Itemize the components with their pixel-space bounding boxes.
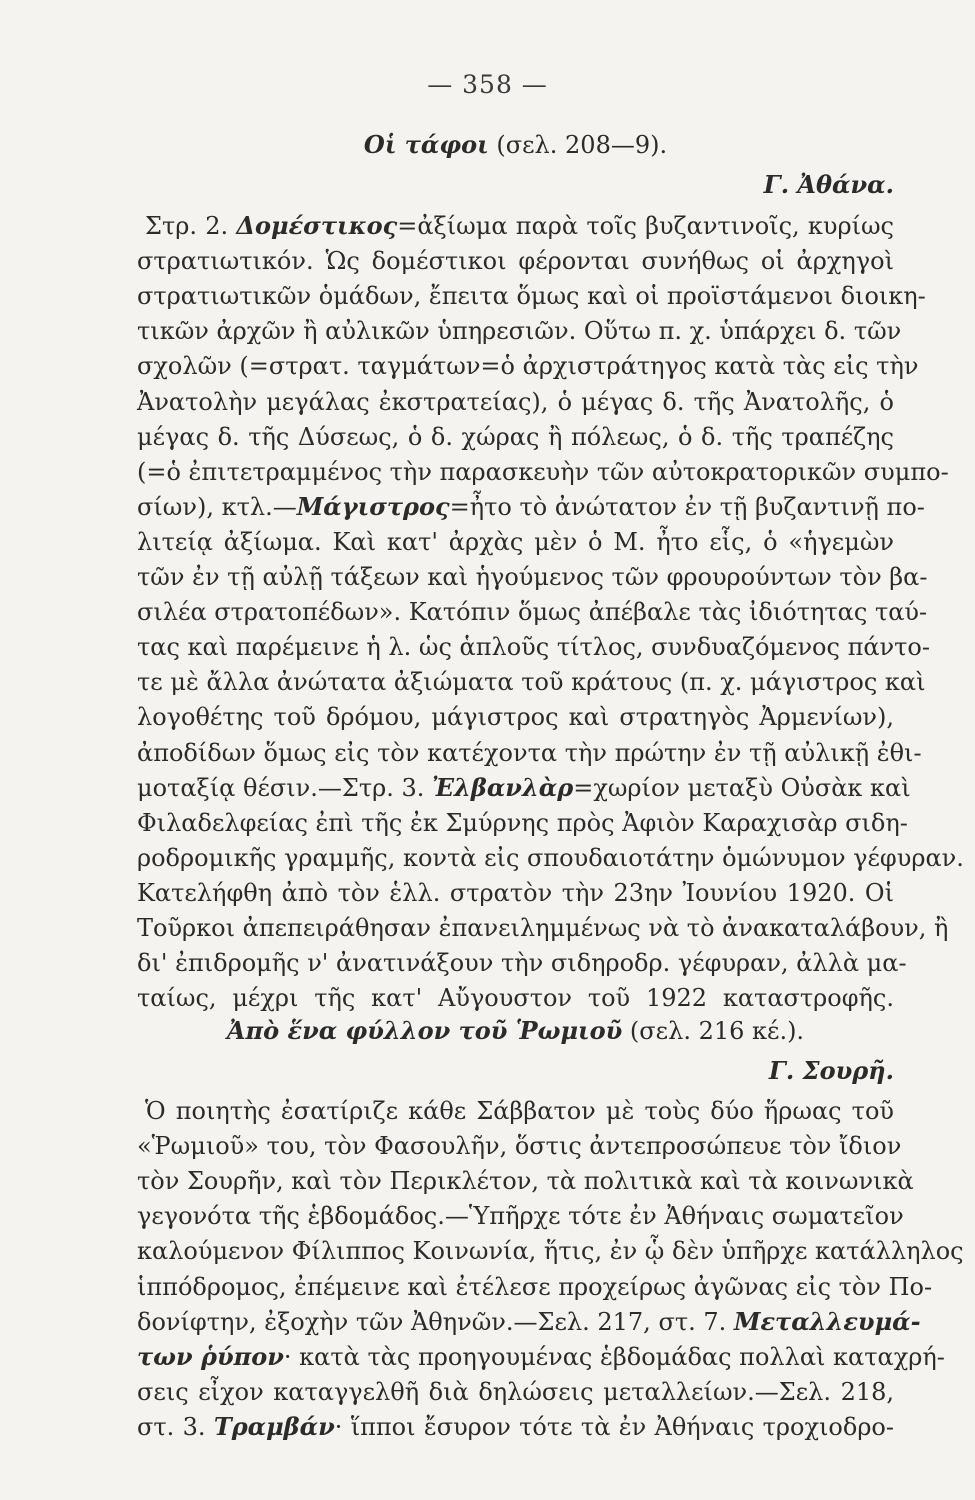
text-line: Κατελήφθη ἀπὸ τὸν ἑλλ. στρατὸν τὴν 23ην Ἰουνίου 1920. Οἱ (137, 878, 894, 907)
term: Τραμβάν (213, 1411, 335, 1441)
section-heading-romios (137, 1014, 894, 1048)
section-heading-tombs (137, 128, 894, 162)
text-run: · ἵπποι ἔσυρον τότε τὰ ἐν Ἀθήναις τροχιοδρο- (334, 1412, 894, 1441)
text-run: =ἦτο τὸ ἀνώτατον ἐν τῇ βυζαντινῇ πο- (449, 492, 925, 521)
text-run: μοταξίᾳ θέσιν.—Στρ. 3. (137, 773, 433, 802)
text-line: στρατιωτικῶν ὁμάδων, ἔπειτα ὅμως καὶ οἱ προϊστάμενοι διοικη- (137, 282, 926, 311)
text-line: τῶν ἐν τῇ αὐλῇ τάξεων καὶ ἡγούμενος τῶν φρουρούντων τὸν βα- (137, 563, 928, 591)
text-line (137, 1305, 921, 1339)
text-line: ροδρομικῆς γραμμῆς, κοντὰ εἰς σπουδαιοτάτην ὁμώνυμον γέφυραν. (137, 843, 964, 872)
heading-title: Ἀπὸ ἕνα φύλλον τοῦ Ῥωμιοῦ (226, 1016, 623, 1045)
text-line (137, 209, 894, 243)
text-line: γεγονότα τῆς ἑβδομάδος.—Ὑπῆρχε τότε ἐν Ἀθήναις σωματεῖον (137, 1202, 904, 1231)
heading-title: Οἱ τάφοι (363, 130, 489, 159)
text-line: τε μὲ ἄλλα ἀνώτατα ἀξιώματα τοῦ κράτους (π. χ. μάγιστρος καὶ (137, 668, 926, 697)
heading-ref: (σελ. 216 κέ.). (629, 1017, 805, 1045)
text-line: Ἀνατολὴν μεγάλας ἐκστρατείας), ὁ μέγας δ. τῆς Ἀνατολῆς, ὁ (137, 387, 894, 416)
text-line: τικῶν ἀρχῶν ἢ αὐλικῶν ὑπηρεσιῶν. Οὕτω π. χ. ὑπάρχει δ. τῶν (137, 317, 902, 346)
author-attribution: Γ. Ἀθάνα. (763, 170, 894, 199)
text-line: Τοῦρκοι ἀπεπειράθησαν ἐπανειλημμένως νὰ τὸ ἀνακαταλάβουν, ἢ (137, 914, 949, 942)
author-attribution: Γ. Σουρῆ. (768, 1056, 894, 1085)
text-line: δι' ἐπιδρομῆς ν' ἀνατινάξουν τὴν σιδηροδρ. γέφυραν, ἀλλὰ μα- (137, 949, 907, 978)
text-line (137, 1410, 894, 1444)
page-number: — 358 — (427, 70, 548, 99)
text-line: Ὁ ποιητὴς ἐσατίριζε κάθε Σάββατον μὲ τοὺς δύο ἥρωας τοῦ (145, 1097, 894, 1125)
text-run: =χωρίον μεταξὺ Οὐσὰκ καὶ (573, 773, 911, 802)
text-line: λογοθέτης τοῦ δρόμου, μάγιστρος καὶ στρατηγὸς Ἀρμενίων), (137, 703, 894, 732)
text-line: (=ὁ ἐπιτετραμμένος τὴν παρασκευὴν τῶν αὐτοκρατορικῶν συμπο- (137, 457, 949, 486)
heading-ref: (σελ. 208—9). (496, 131, 668, 159)
text-line: ἱππόδρομος, ἐπέμεινε καὶ ἐτέλεσε προχείρως ἀγῶνας εἰς τὸν Πο- (137, 1272, 933, 1301)
text-line: μέγας δ. τῆς Δύσεως, ὁ δ. χώρας ἢ πόλεως, ὁ δ. τῆς τραπέζης (137, 422, 894, 451)
term: Δομέστικος (236, 211, 398, 240)
text-line: Φιλαδελφείας ἐπὶ τῆς ἐκ Σμύρνης πρὸς Ἀφιὸν Καραχισὰρ σιδη- (137, 808, 908, 837)
text-line: τὸν Σουρῆν, καὶ τὸν Περικλέτον, τὰ πολιτικὰ καὶ τὰ κοινωνικὰ (137, 1167, 914, 1196)
text-run: =ἀξίωμα παρὰ τοῖς βυζαντινοῖς, κυρίως (397, 212, 895, 240)
text-run: · κατὰ τὰς προηγουμένας ἑβδομάδας πολλαὶ καταχρή- (283, 1342, 945, 1371)
text-line: σχολῶν (=στρατ. ταγμάτων=ὁ ἀρχιστράτηγος κατὰ τὰς εἰς τὴν (137, 352, 919, 381)
text-line: στρατιωτικόν. Ὡς δομέστικοι φέρονται συνήθως οἱ ἀρχηγοὶ (137, 247, 894, 276)
term: των ῥύπον (137, 1341, 284, 1371)
text-run: σίων), κτλ.— (137, 492, 297, 521)
text-run: στ. 3. (137, 1412, 214, 1441)
text-line: σεις εἶχον καταγγελθῆ διὰ δηλώσεις μεταλλείων.—Σελ. 218, (137, 1377, 894, 1406)
text-line: ἀποδίδων ὅμως εἰς τὸν κατέχοντα τὴν πρώτην ἐν τῇ αὐλικῇ ἐθι- (137, 738, 922, 767)
term: Μάγιστρος (296, 491, 450, 521)
text-line (137, 490, 925, 524)
text-run: δονίφτην, ἐξοχὴν τῶν Ἀθηνῶν.—Σελ. 217, στ. 7. (137, 1307, 734, 1336)
text-run: Στρ. 2. (145, 212, 237, 240)
text-line (137, 1340, 945, 1374)
term: Μεταλλευμά- (733, 1306, 921, 1336)
text-line: καλούμενον Φίλιππος Κοινωνία, ἥτις, ἐν ᾧ δὲν ὑπῆρχε κατάλληλος (137, 1237, 964, 1266)
text-line (137, 771, 911, 805)
text-line: λιτείᾳ ἀξίωμα. Καὶ κατ' ἀρχὰς μὲν ὁ Μ. ἦτο εἷς, ὁ «ἡγεμὼν (137, 527, 894, 556)
term: Ἐλβανλὰρ (432, 772, 574, 802)
text-line: «Ῥωμιοῦ» του, τὸν Φασουλῆν, ὅστις ἀντεπροσώπευε τὸν ἴδιον (137, 1132, 902, 1161)
text-line: σιλέα στρατοπέδων». Κατόπιν ὅμως ἀπέβαλε τὰς ἰδιότητας ταύ- (137, 598, 928, 627)
text-line: τας καὶ παρέμεινε ἡ λ. ὡς ἁπλοῦς τίτλος, συνδυαζόμενος πάντο- (137, 633, 930, 662)
text-line: ταίως, μέχρι τῆς κατ' Αὔγουστον τοῦ 1922 καταστροφῆς. (137, 984, 894, 1013)
